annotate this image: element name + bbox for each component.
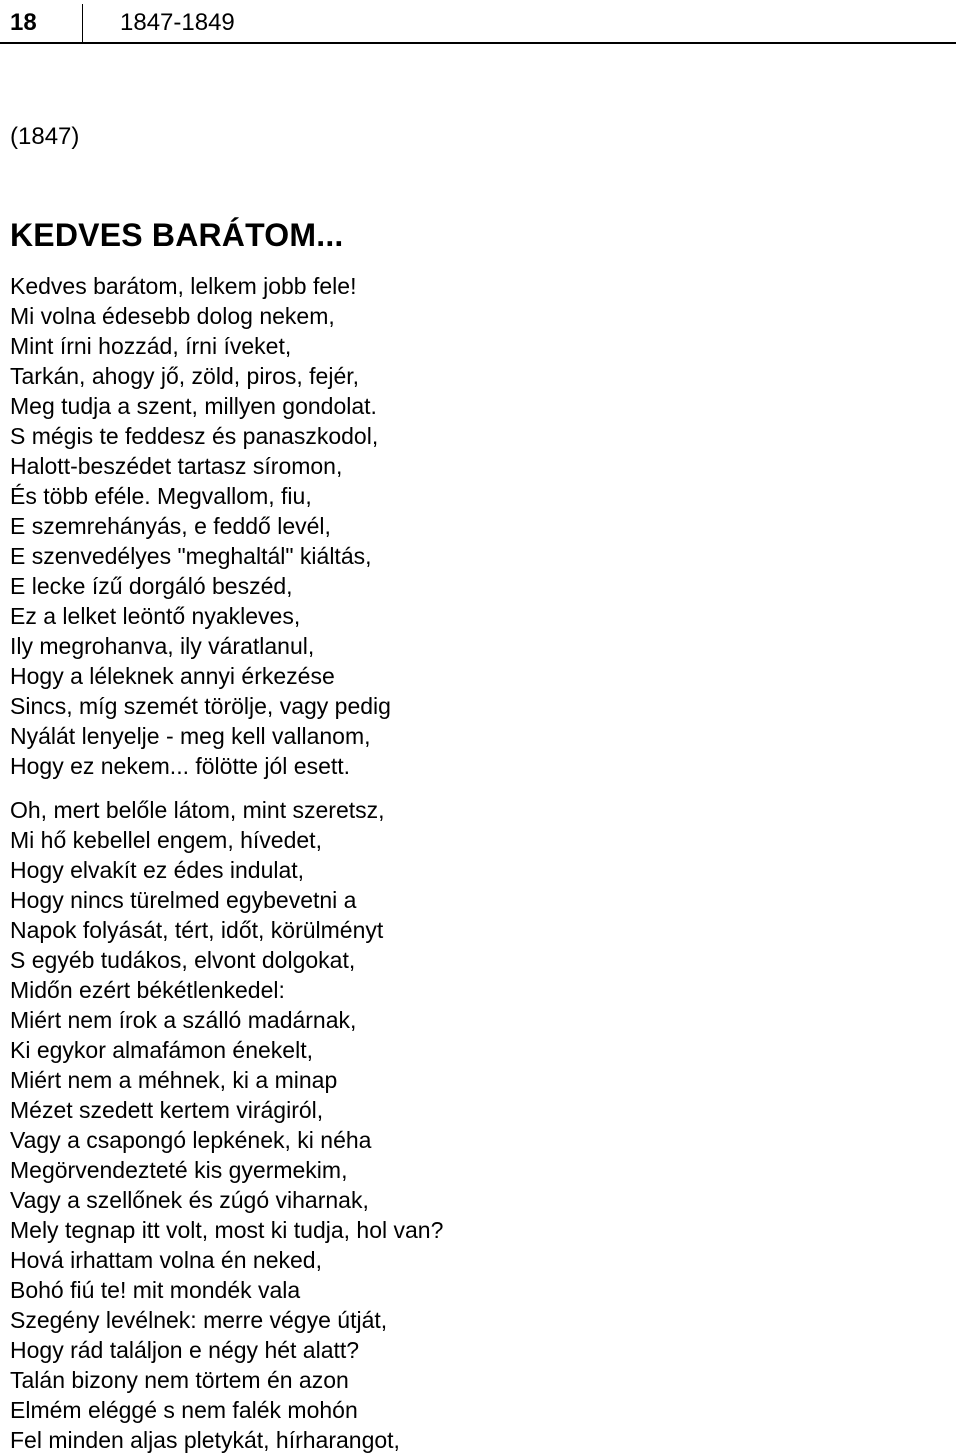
header-divider [82,4,83,44]
year-note: (1847) [10,123,80,150]
poem-line: Szegény levélnek: merre végye útját, [10,1307,388,1333]
running-head: 1847-1849 [120,9,235,36]
poem-line: Miért nem a méhnek, ki a minap [10,1067,338,1093]
poem-line: S mégis te feddesz és panaszkodol, [10,423,379,449]
poem-line: E szenvedélyes "meghaltál" kiáltás, [10,543,372,569]
poem-title: KEDVES BARÁTOM... [10,217,344,253]
poem-line: Hogy ez nekem... fölötte jól esett. [10,753,351,779]
poem-line: Oh, mert belőle látom, mint szeretsz, [10,797,385,823]
page-header [0,0,956,44]
poem-line: Miért nem írok a szálló madárnak, [10,1007,357,1033]
poem-line: Ki egykor almafámon énekelt, [10,1037,313,1063]
poem-line: E lecke ízű dorgáló beszéd, [10,573,293,599]
poem-line: Tarkán, ahogy jő, zöld, piros, fejér, [10,363,360,389]
poem-line: Mi volna édesebb dolog nekem, [10,303,335,329]
poem-line: S egyéb tudákos, elvont dolgokat, [10,947,356,973]
poem-line: Napok folyását, tért, időt, körülményt [10,917,384,943]
poem-line: Nyálát lenyelje - meg kell vallanom, [10,723,371,749]
poem-line: Halott-beszédet tartasz síromon, [10,453,343,479]
poem-line: Vagy a csapongó lepkének, ki néha [10,1127,372,1153]
poem-line: Elmém eléggé s nem falék mohón [10,1397,358,1423]
poem-line: Mely tegnap itt volt, most ki tudja, hol van? [10,1217,444,1243]
poem-line: E szemrehányás, e feddő levél, [10,513,331,539]
poem-line: Mi hő kebellel engem, hívedet, [10,827,322,853]
poem-line: Fel minden aljas pletykát, hírharangot, [10,1427,400,1453]
header-rule [0,42,956,44]
stanza [10,271,391,781]
poem-line: Mint írni hozzád, írni íveket, [10,333,292,359]
poem-line: Midőn ezért békétlenkedel: [10,977,285,1003]
poem-line: Megörvendezteté kis gyermekim, [10,1157,348,1183]
poem-line: Meg tudja a szent, millyen gondolat. [10,393,377,419]
stanza [10,795,443,1455]
poem-line: Hogy nincs türelmed egybevetni a [10,887,357,913]
poem-line: Hová irhattam volna én neked, [10,1247,322,1273]
poem-line: Mézet szedett kertem virágiról, [10,1097,324,1123]
poem-line: Vagy a szellőnek és zúgó viharnak, [10,1187,369,1213]
poem-line: Bohó fiú te! mit mondék vala [10,1277,301,1303]
poem-line: Kedves barátom, lelkem jobb fele! [10,273,357,299]
poem-line: Hogy elvakít ez édes indulat, [10,857,305,883]
poem-line: És több eféle. Megvallom, fiu, [10,483,312,509]
poem-line: Talán bizony nem törtem én azon [10,1367,349,1393]
poem-line: Sincs, míg szemét törölje, vagy pedig [10,693,391,719]
poem-line: Ily megrohanva, ily váratlanul, [10,633,315,659]
poem-line: Hogy a léleknek annyi érkezése [10,663,335,689]
page-number: 18 [10,9,37,36]
poem-line: Hogy rád találjon e négy hét alatt? [10,1337,360,1363]
poem-line: Ez a lelket leöntő nyakleves, [10,603,301,629]
